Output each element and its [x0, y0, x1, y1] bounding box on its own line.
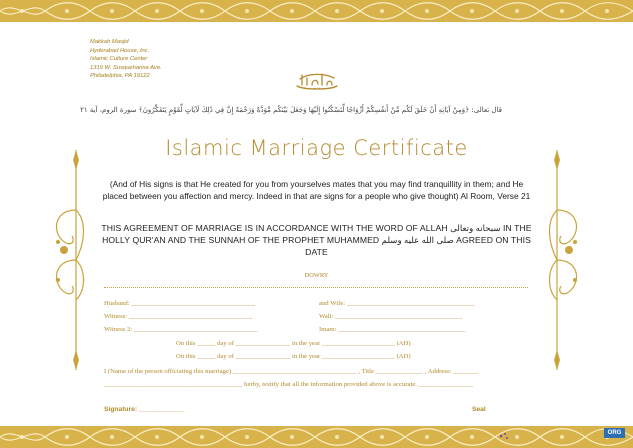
decorative-mark-icon — [498, 428, 510, 438]
bismillah-calligraphy-icon — [294, 70, 340, 92]
left-flourish-ornament — [50, 150, 90, 370]
day-blank-ad[interactable]: _____ — [197, 353, 216, 360]
officiant-name-blank[interactable]: __________________________________ — [232, 368, 357, 375]
officiant-name-label: I (Name of the person officiating this marriage) — [104, 368, 232, 375]
witness2-label: Witness 2: — [104, 326, 133, 333]
in-the-year-label: in the year — [291, 353, 321, 360]
right-flourish-ornament — [543, 150, 583, 370]
day-blank-ah[interactable]: _____ — [197, 340, 216, 347]
verse-translation: (And of His signs is that He created for you from yourselves mates that you may find tranquillity in them; and He placed between you affection and mercy. Indeed in that are signs for a people who give thought) Al Room, Verse 21 — [102, 179, 531, 201]
in-the-year-label: in the year — [291, 340, 321, 347]
address-line: Islamic Culture Center — [90, 56, 148, 63]
address-line: Hyderabad House, Inc. — [90, 47, 150, 54]
day-of-label: day of — [217, 353, 234, 360]
officiant-line-2[interactable] — [104, 381, 473, 388]
address-line: Philadelphia, PA 19122 — [90, 73, 150, 80]
imam-label: Imam: — [319, 326, 337, 333]
officiant-title-blank[interactable]: _____________ — [375, 368, 423, 375]
date-row-ah[interactable] — [176, 340, 411, 347]
bottom-ornament-band — [0, 426, 633, 448]
wali-label: Wali: — [319, 313, 334, 320]
wife-field[interactable] — [319, 300, 474, 307]
mosque-address-block — [90, 38, 230, 81]
day-of-label: day of — [217, 340, 234, 347]
husband-field[interactable] — [104, 300, 255, 307]
month-blank-ah[interactable]: _______________ — [235, 340, 291, 347]
officiant-address-label: , Address: — [424, 368, 452, 375]
officiant-address-blank[interactable]: _______ — [453, 368, 479, 375]
husband-label: Husband: — [104, 300, 130, 307]
signature-blank[interactable]: ____________ — [138, 406, 184, 413]
officiant-address-blank-2[interactable]: ______________________________________ — [104, 381, 243, 388]
org-badge: ORG — [604, 428, 625, 438]
officiant-title-label: , Title — [358, 368, 374, 375]
address-line: Makkah Masjid — [90, 39, 129, 45]
witness2-blank[interactable]: __________________________________ — [133, 326, 258, 333]
top-ornament-band — [0, 0, 633, 22]
witness1-blank[interactable]: __________________________________ — [128, 313, 253, 320]
wali-blank[interactable]: ___________________________________ — [335, 313, 463, 320]
wife-label: and Wife: — [319, 300, 346, 307]
officiant-line-1[interactable] — [104, 368, 479, 375]
month-blank-ad[interactable]: _______________ — [235, 353, 291, 360]
imam-field[interactable] — [319, 326, 466, 333]
witness1-label: Witness: — [104, 313, 128, 320]
wife-blank[interactable]: ___________________________________ — [346, 300, 475, 307]
signature-field[interactable] — [104, 406, 184, 413]
year-blank-ah[interactable]: ____________________ — [321, 340, 395, 347]
date-row-ad[interactable] — [176, 353, 411, 360]
testimony-tail-blank[interactable]: _______________ — [418, 381, 474, 388]
certificate-title: Islamic Marriage Certificate — [165, 136, 468, 160]
address-line: 1319 W. Susquehanna Ave. — [90, 64, 162, 71]
year-blank-ad[interactable]: ____________________ — [321, 353, 395, 360]
husband-blank[interactable]: __________________________________ — [131, 300, 256, 307]
dowry-input-line[interactable] — [104, 287, 528, 288]
signature-label: Signature: — [104, 406, 138, 413]
witness1-field[interactable] — [104, 313, 253, 320]
arabic-quran-verse: قال تعالى: ﴿وَمِنْ آيَاتِهِ أَنْ خَلَقَ لَكُم مِّنْ أَنفُسِكُمْ أَزْوَاجًا لِّتَسْكُنُوا إِلَيْهَا وَجَعَلَ بَيْنَكُم مَّوَدَّةً وَرَحْمَةً إِنَّ فِي ذَٰلِكَ لَآيَاتٍ لِّقَوْمٍ يَتَفَكَّرُونَ﴾ سورة الروم، آية ٢١ — [80, 106, 502, 114]
wali-field[interactable] — [319, 313, 463, 320]
testimony-statement: herby, testify that all the information provided above is accurate. — [244, 381, 417, 388]
witness2-field[interactable] — [104, 326, 258, 333]
ah-label: (AH) — [396, 340, 411, 347]
dowry-label: DOWRY — [304, 272, 329, 279]
on-this-label: On this — [176, 340, 196, 347]
ad-label: (AD) — [396, 353, 411, 360]
seal-label: Seal — [472, 406, 486, 413]
on-this-label: On this — [176, 353, 196, 360]
agreement-statement: THIS AGREEMENT OF MARRIAGE IS IN ACCORDANCE WITH THE WORD OF ALLAH سبحانه وتعالى IN THE HOLLY QUR'AN AND THE SUNNAH OF THE PROPHET MUHAMMED صلى الله عليه وسلم AGREED ON THIS DATE — [101, 223, 532, 257]
imam-blank[interactable]: ___________________________________ — [338, 326, 466, 333]
